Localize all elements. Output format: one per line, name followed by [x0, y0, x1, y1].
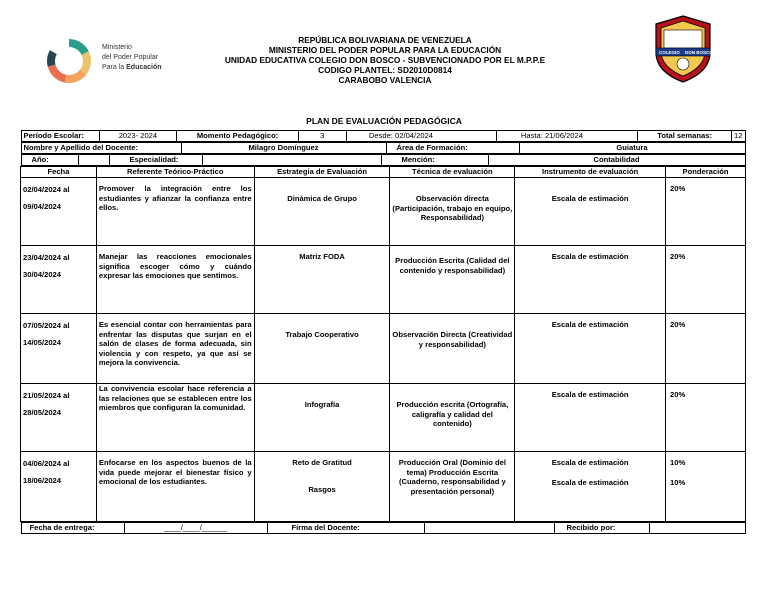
- total-semanas-value: 12: [732, 131, 745, 142]
- table-row: [21, 314, 746, 384]
- estrategia-cell: Dinámica de Grupo: [254, 178, 390, 246]
- evaluation-plan-table: [20, 130, 746, 534]
- anio-label: Año:: [21, 155, 78, 166]
- ponderacion-cell: 20%: [666, 384, 746, 452]
- info-row-anio: [21, 154, 746, 167]
- firma-label: Firma del Docente:: [267, 523, 424, 534]
- svg-text:DON BOSCO: DON BOSCO: [685, 50, 713, 55]
- instrumento-cell: Escala de estimación: [515, 314, 666, 384]
- school-crest-icon: [648, 14, 718, 84]
- tecnica-cell: Producción escrita (Ortografía, caligrafía y calidad del contenido): [390, 384, 515, 452]
- col-header-referente: Referente Teórico-Práctico: [96, 167, 254, 178]
- ponderacion-cell: 20%: [666, 314, 746, 384]
- tecnica-cell: Producción Oral (Dominio del tema) Producción Escrita (Cuaderno, responsabilidad y presentación personal): [390, 452, 515, 522]
- header-line: UNIDAD EDUCATIVA COLEGIO DON BOSCO - SUBVENCIONADO POR EL M.P.P.E: [224, 55, 546, 65]
- momento-label: Momento Pedagógico:: [177, 131, 298, 142]
- col-header-fecha: Fecha: [21, 167, 97, 178]
- header-line: MINISTERIO DEL PODER POPULAR PARA LA EDUCACIÓN: [268, 45, 502, 55]
- mencion-label: Mención:: [381, 155, 488, 166]
- header-line: CARABOBO VALENCIA: [338, 75, 432, 85]
- anio-value: [78, 155, 109, 166]
- entrega-label: Fecha de entrega:: [21, 523, 124, 534]
- total-semanas-label: Total semanas:: [638, 131, 732, 142]
- ministry-logo-text: Ministerio del Poder Popular Para la Educación: [102, 44, 162, 71]
- instrumento-cell: Escala de estimación Escala de estimación: [515, 452, 666, 522]
- info-row-docente: [21, 142, 746, 154]
- recibido-label: Recibido por:: [554, 523, 649, 534]
- plan-title: PLAN DE EVALUACIÓN PEDAGÓGICA: [306, 116, 462, 126]
- header-line: CODIGO PLANTEL: SD2010D0814: [318, 65, 452, 75]
- estrategia-cell: Infografía: [254, 384, 390, 452]
- svg-text:COLEGIO: COLEGIO: [659, 50, 680, 55]
- tecnica-cell: Producción Escrita (Calidad del contenido y responsabilidad): [390, 246, 515, 314]
- referente-cell: Promover la integración entre los estudiantes y afianzar la confianza entre ellos.: [96, 178, 254, 246]
- referente-cell: La convivencia escolar hace referencia a las relaciones que se establecen entre los miembros que configuran la comunidad.: [96, 384, 254, 452]
- table-row: [21, 384, 746, 452]
- area-value: Guiatura: [519, 143, 745, 154]
- recibido-value: [649, 523, 745, 534]
- col-header-instrumento: Instrumento de evaluación: [515, 167, 666, 178]
- footer-row: [21, 522, 746, 535]
- periodo-label: Período Escolar:: [21, 131, 99, 142]
- estrategia-cell: Reto de Gratitud Rasgos: [254, 452, 390, 522]
- estrategia-cell: Trabajo Cooperativo: [254, 314, 390, 384]
- estrategia-cell: Matriz FODA: [254, 246, 390, 314]
- fecha-cell: 23/04/2024 al 30/04/2024: [21, 246, 97, 314]
- table-row: [21, 178, 746, 246]
- fecha-cell: 04/06/2024 al 18/06/2024: [21, 452, 97, 522]
- ponderacion-cell: 20%: [666, 246, 746, 314]
- table-row: [21, 452, 746, 522]
- column-header-row: [21, 167, 746, 178]
- especialidad-label: Especialidad:: [109, 155, 202, 166]
- ponderacion-cell: 20%: [666, 178, 746, 246]
- table-row: [21, 246, 746, 314]
- docente-value: Milagro Domínguez: [181, 143, 386, 154]
- tecnica-cell: Observación Directa (Creatividad y responsabilidad): [390, 314, 515, 384]
- document-header: [150, 35, 620, 85]
- hasta-value: Hasta: 21/06/2024: [496, 131, 637, 142]
- ministry-ring-icon: [44, 36, 94, 86]
- col-header-tecnica: Técnica de evaluación: [390, 167, 515, 178]
- info-row-periodo: [21, 130, 746, 142]
- area-label: Área de Formación:: [386, 143, 519, 154]
- referente-cell: Es esencial contar con herramientas para enfrentar las disputas que surjan en el salón de clases de forma adecuada, sin violencia y con respeto, ya que así se mejora la convivencia.: [96, 314, 254, 384]
- desde-value: Desde: 02/04/2024: [346, 131, 496, 142]
- momento-value: 3: [298, 131, 346, 142]
- instrumento-cell: Escala de estimación: [515, 178, 666, 246]
- referente-cell: Enfocarse en los aspectos buenos de la vida puede mejorar el bienestar físico y emocional de los estudiantes.: [96, 452, 254, 522]
- fecha-cell: 02/04/2024 al 09/04/2024: [21, 178, 97, 246]
- entrega-value: ____/____/______: [124, 523, 267, 534]
- firma-value: [424, 523, 554, 534]
- col-header-ponderacion: Ponderación: [666, 167, 746, 178]
- col-header-estrategia: Estrategia de Evaluación: [254, 167, 390, 178]
- docente-label: Nombre y Apellido del Docente:: [21, 143, 181, 154]
- mencion-value: Contabilidad: [488, 155, 745, 166]
- referente-cell: Manejar las reacciones emocionales significa escoger cómo y cuándo expresar las emociones que sentimos.: [96, 246, 254, 314]
- especialidad-value: [202, 155, 381, 166]
- periodo-value: 2023- 2024: [99, 131, 177, 142]
- ponderacion-cell: 10% 10%: [666, 452, 746, 522]
- instrumento-cell: Escala de estimación: [515, 246, 666, 314]
- tecnica-cell: Observación directa (Participación, trabajo en equipo, Responsabilidad): [390, 178, 515, 246]
- fecha-cell: 07/05/2024 al 14/05/2024: [21, 314, 97, 384]
- fecha-cell: 21/05/2024 al 28/05/2024: [21, 384, 97, 452]
- header-line: REPÚBLICA BOLIVARIANA DE VENEZUELA: [298, 35, 472, 45]
- instrumento-cell: Escala de estimación: [515, 384, 666, 452]
